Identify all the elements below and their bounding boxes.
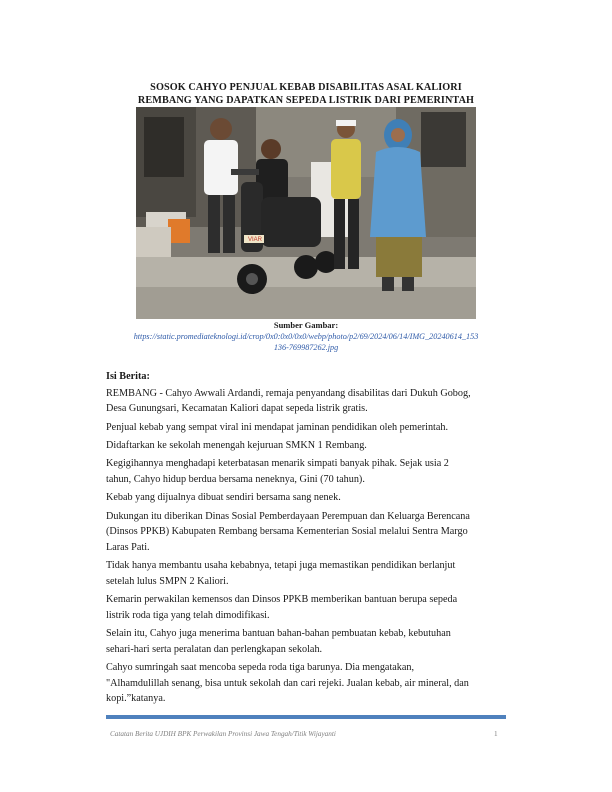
paragraph-line: "Alhamdulillah senang, bisa untuk sekolah dan cari rejeki. Jualan kebab, air mineral, dan xyxy=(106,677,469,689)
article-paragraph xyxy=(106,420,506,436)
paragraph-line: Selain itu, Cahyo juga menerima bantuan bahan-bahan pembuatan kebab, kebutuhan xyxy=(106,628,451,640)
paragraph-line: tahun, Cahyo hidup berdua bersama neneknya, Gini (70 tahun). xyxy=(106,473,365,485)
article-paragraph xyxy=(106,626,506,657)
image-source-url-line-2[interactable]: 136-769987262.jpg xyxy=(273,343,339,352)
paragraph-line: Didaftarkan ke sekolah menengah kejuruan SMKN 1 Rembang. xyxy=(106,439,367,451)
article-paragraph xyxy=(106,592,506,623)
article-paragraph xyxy=(106,490,506,506)
paragraph-line: Kemarin perwakilan kemensos dan Dinsos PPKB memberikan bantuan berupa sepeda xyxy=(106,594,458,606)
paragraph-line: Desa Gunungsari, Kecamatan Kaliori dapat sepeda listrik gratis. xyxy=(106,403,368,415)
page-number: 1 xyxy=(494,730,498,738)
image-source-url-line-1[interactable]: https://static.promediateknologi.id/crop/0x0:0x0/0x0/webp/photo/p2/69/2024/06/14/IMG_20240614_153 xyxy=(133,332,479,341)
article-paragraphs xyxy=(106,386,506,707)
article-body xyxy=(106,369,506,710)
article-paragraph xyxy=(106,660,506,707)
title-line-1: SOSOK CAHYO PENJUAL KEBAB DISABILITAS ASAL KALIORI xyxy=(150,82,462,93)
paragraph-line: Laras Pati. xyxy=(106,541,150,553)
article-paragraph xyxy=(106,386,506,417)
page-title xyxy=(100,81,512,107)
image-source-link[interactable] xyxy=(104,331,508,353)
paragraph-line: kopi.”katanya. xyxy=(106,693,166,705)
image-caption-label: Sumber Gambar: xyxy=(273,320,339,330)
footer-note: Catatan Berita UJDIH BPK Perwakilan Provinsi Jawa Tengah/Titik Wijayanti xyxy=(110,730,336,738)
paragraph-line: Cahyo sumringah saat mencoba sepeda roda tiga barunya. Dia mengatakan, xyxy=(106,662,415,674)
section-title: Isi Berita: xyxy=(106,371,150,382)
paragraph-line: Penjual kebab yang sempat viral ini mendapat jaminan pendidikan oleh pemerintah. xyxy=(106,421,449,433)
article-paragraph xyxy=(106,558,506,589)
paragraph-line: setelah lulus SMPN 2 Kaliori. xyxy=(106,575,229,587)
news-photo xyxy=(136,107,476,319)
paragraph-line: Kegigihannya menghadapi keterbatasan menarik simpati banyak pihak. Sejak usia 2 xyxy=(106,458,449,470)
paragraph-line: Dukungan itu diberikan Dinas Sosial Pemberdayaan Perempuan dan Keluarga Berencana xyxy=(106,510,470,522)
title-line-2: REMBANG YANG DAPATKAN SEPEDA LISTRIK DARI PEMERINTAH xyxy=(137,95,475,106)
article-paragraph xyxy=(106,456,506,487)
paragraph-line: Kebab yang dijualnya dibuat sendiri bersama sang nenek. xyxy=(106,492,341,504)
article-paragraph xyxy=(106,438,506,454)
paragraph-line: Tidak hanya membantu usaha kebabnya, tetapi juga memastikan pendidikan berlanjut xyxy=(106,560,456,572)
paragraph-line: listrik roda tiga yang telah dimodifikasi. xyxy=(106,609,270,621)
footer-divider xyxy=(106,715,506,719)
vehicle-plate: VIAR xyxy=(248,237,263,243)
paragraph-line: sehari-hari serta peralatan dan perlengkapan sekolah. xyxy=(106,643,323,655)
paragraph-line: REMBANG - Cahyo Awwali Ardandi, remaja penyandang disabilitas dari Dukuh Gobog, xyxy=(106,387,471,399)
paragraph-line: (Dinsos PPKB) Kabupaten Rembang bersama Kementerian Sosial melalui Sentra Margo xyxy=(106,526,468,538)
article-paragraph xyxy=(106,509,506,556)
